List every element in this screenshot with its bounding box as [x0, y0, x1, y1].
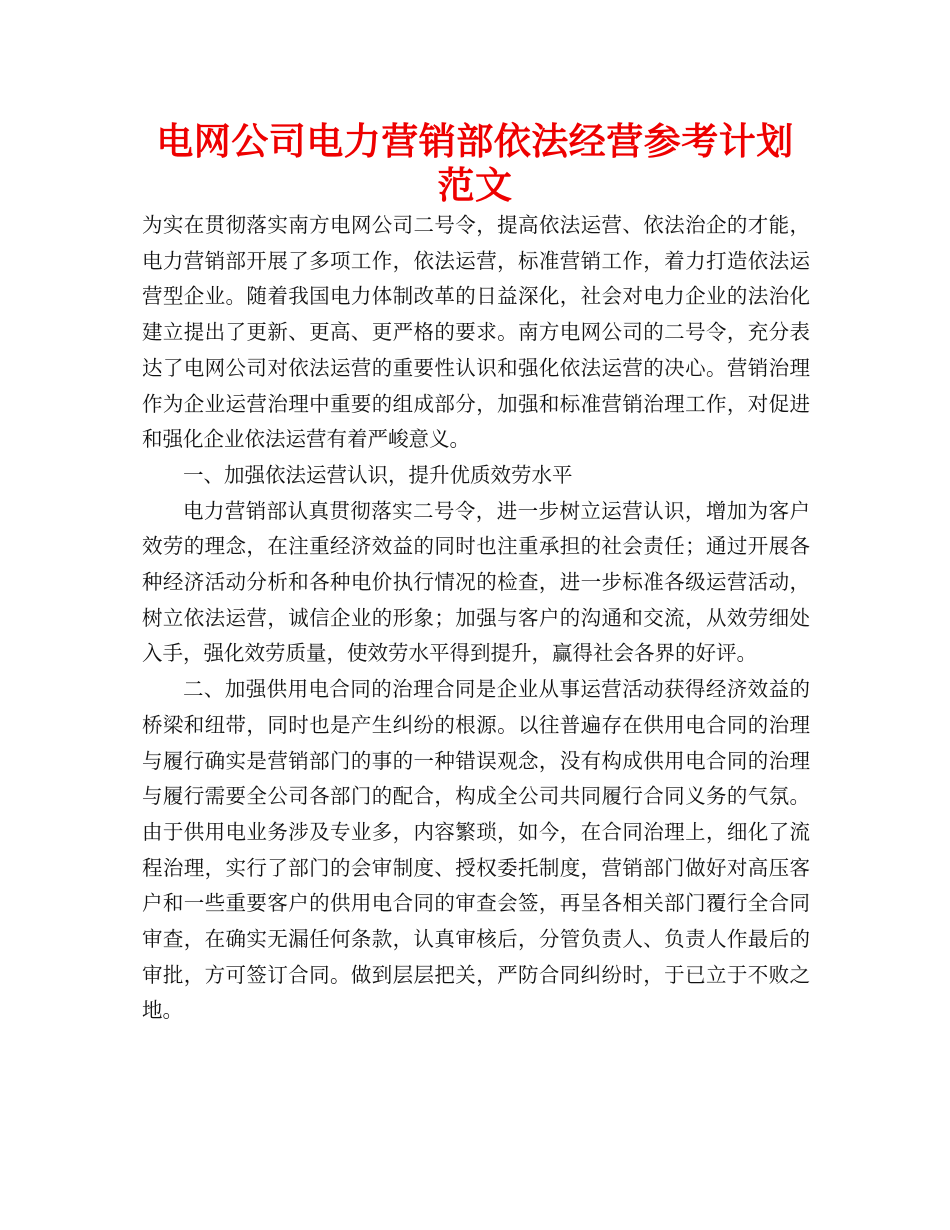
document-body	[142, 208, 810, 1029]
document-title: 电网公司电力营销部依法经营参考计划范文	[156, 120, 794, 207]
section-heading-1: 一、加强依法运营认识，提升优质效劳水平	[183, 462, 573, 487]
section-1-paragraph: 电力营销部认真贯彻落实二号令，进一步树立运营认识，增加为客户效劳的理念，在注重经济效益的同时也注重承担的社会责任；通过开展各种经济活动分析和各种电价执行情况的检查，进一步标准各级运营活动，树立依法运营，诚信企业的形象；加强与客户的沟通和交流，从效劳细处入手，强化效劳质量，使效劳水平得到提升，赢得社会各界的好评。	[142, 498, 810, 666]
intro-paragraph: 为实在贯彻落实南方电网公司二号令，提高依法运营、依法治企的才能，电力营销部开展了多项工作，依法运营，标准营销工作，着力打造依法运营型企业。随着我国电力体制改革的日益深化，社会对电力企业的法治化建立提出了更新、更高、更严格的要求。南方电网公司的二号令，充分表达了电网公司对依法运营的重要性认识和强化依法运营的决心。营销治理作为企业运营治理中重要的组成部分，加强和标准营销治理工作，对促进和强化企业依法运营有着严峻意义。	[142, 213, 810, 452]
section-2-paragraph: 二、加强供用电合同的治理合同是企业从事运营活动获得经济效益的桥梁和纽带，同时也是产生纠纷的根源。以往普遍存在供用电合同的治理与履行确实是营销部门的事的一种错误观念，没有构成供用电合同的治理与履行需要全公司各部门的配合，构成全公司共同履行合同义务的气氛。由于供用电业务涉及专业多，内容繁琐，如今，在合同治理上，细化了流程治理，实行了部门的会审制度、授权委托制度，营销部门做好对高压客户和一些重要客户的供用电合同的审查会签，再呈各相关部门覆行全合同审查，在确实无漏任何条款，认真审核后，分管负责人、负责人作最后的审批，方可签订合同。做到层层把关，严防合同纠纷时，于已立于不败之地。	[142, 677, 810, 1023]
